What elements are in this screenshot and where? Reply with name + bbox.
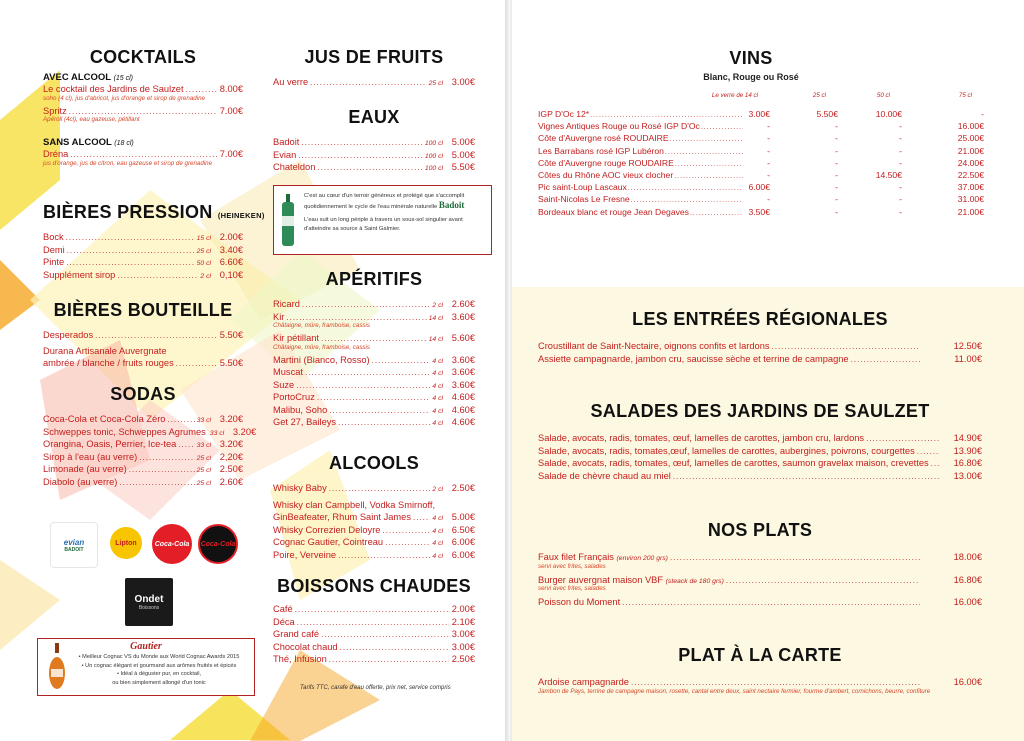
aperitifs-section xyxy=(273,269,475,429)
jus-section xyxy=(273,47,475,89)
bieres-pression-section xyxy=(43,202,265,281)
plats-title: NOS PLATS xyxy=(707,520,813,540)
menu-item: Assiette campagnarde, jambon cru, saucisse sèche et terrine de campagne ..... 11.00€ xyxy=(538,353,982,366)
menu-item: Salade de chèvre chaud au miel ..... 13.00€ xyxy=(538,470,982,483)
menu-item: Poisson du Moment ..... 16.00€ xyxy=(538,596,982,609)
menu-item: Muscat ..... 4 cl 3.60€ xyxy=(273,366,475,379)
menu-item: Burger auvergnat maison VBF (steack de 180 grs) ..... 16.80€ xyxy=(538,574,982,587)
menu-item: Salade, avocats, radis, tomates, œuf, lamelles de carottes, jambon cru, lardons ..... 14.90€ xyxy=(538,432,982,445)
sans-alcool-label: SANS ALCOOL (18 cl) xyxy=(43,137,134,148)
menu-item: Supplément sirop ..... 2 cl 0,10€ xyxy=(43,269,243,282)
menu-item: Faux filet Français (environ 200 grs) ..... 18.00€ xyxy=(538,551,982,564)
menu-item-line: Whisky clan Campbell, Vodka Smirnoff, xyxy=(273,499,436,510)
entrees-section xyxy=(538,309,982,365)
menu-item: Kir ..... 14 cl 3.60€ xyxy=(273,311,475,324)
bieres-bouteille-title: BIÈRES BOUTEILLE xyxy=(53,300,233,320)
menu-item: Thé, Infusion ..... 2.50€ xyxy=(273,653,475,666)
bieres-pression-title: BIÈRES PRESSION (HEINEKEN) xyxy=(43,202,265,222)
item-description: Châtaigne, mûre, framboise, cassis xyxy=(273,322,370,329)
chaudes-title: BOISSONS CHAUDES xyxy=(277,576,471,596)
menu-item: Croustillant de Saint-Nectaire, oignons confits et lardons ..... 12.50€ xyxy=(538,340,982,353)
menu-item: Salade, avocats, radis, tomates, œuf, lamelles de carottes, saumon gravelax maison, crevettes ..... 16.80€ xyxy=(538,457,982,470)
badoit-ad xyxy=(273,185,492,255)
sodas-section xyxy=(43,384,257,488)
item-description: servi avec frites, salades xyxy=(538,562,606,570)
item-description: Jambon de Pays, terrine de campagne maison, rosette, cantal entre deux, saint nectaire fermier, fourme d'ambert, cornichons, beurre, confiture xyxy=(538,687,931,695)
chaudes-section xyxy=(273,576,475,666)
wine-row: Saint-Nicolas Le Fresne ..... - - - 31.00€ xyxy=(538,193,984,205)
menu-item: Kir pétillant ..... 14 cl 5.60€ xyxy=(273,332,475,345)
item-description: Châtaigne, mûre, framboise, cassis xyxy=(273,343,370,351)
carte-title: PLAT À LA CARTE xyxy=(678,645,842,665)
right-page xyxy=(512,0,1024,741)
menu-item: Sirop à l'eau (au verre) ..... 25 cl 2,20€ xyxy=(43,451,243,464)
menu-item: Suze ..... 4 cl 3.60€ xyxy=(273,379,475,392)
item-description: Apéroll (4cl), eau gazeuse, pétillant xyxy=(43,116,140,123)
coca-cola-logo: Coca-Cola xyxy=(152,524,192,564)
alcools-title: ALCOOLS xyxy=(328,453,420,473)
gautier-title: Gautier xyxy=(130,641,162,652)
menu-item: Bock ..... 15 cl 2.00€ xyxy=(43,231,243,244)
plats-section xyxy=(538,520,982,609)
menu-item: Pinte ..... 50 cl 6.60€ xyxy=(43,256,243,269)
vins-subtitle: Blanc, Rouge ou Rosé xyxy=(703,72,799,82)
badoit-bottle-icon xyxy=(280,194,296,246)
vins-list xyxy=(538,108,984,218)
entrees-title: LES ENTRÉES RÉGIONALES xyxy=(632,309,888,329)
cocktails-section xyxy=(43,47,243,167)
menu-item: Poire, Verveine ..... 4 cl 6.00€ xyxy=(273,549,475,562)
wine-row: Côte d'Auvergne rouge ROUDAIRE ..... - - - 24.00€ xyxy=(538,157,984,169)
wine-row: Vignes Antiques Rouge ou Rosé IGP D'Oc ..... - - - 16.00€ xyxy=(538,120,984,132)
menu-item: Whisky Correzien Deloyre ..... 4 cl 6.50€ xyxy=(273,524,475,537)
menu-item: Get 27, Baileys ..... 4 cl 4.60€ xyxy=(273,416,475,429)
menu-item: Café ..... 2.00€ xyxy=(273,603,475,616)
menu-item: Au verre ..... 25 cl 3.00€ xyxy=(273,76,475,89)
carte-section xyxy=(538,645,982,695)
menu-item: Malibu, Soho ..... 4 cl 4.60€ xyxy=(273,404,475,417)
menu-item: Limonade (au verre) ..... 25 cl 2.50€ xyxy=(43,463,243,476)
menu-item-line: Durana Artisanale Auvergnate xyxy=(43,345,167,356)
wine-row: Pic saint-Loup Lascaux ..... 6.00€ - - 37.00€ xyxy=(538,181,984,193)
badoit-text: d'atteindre sa source à Saint Galmier. xyxy=(304,226,401,232)
menu-item: Orangina, Oasis, Perrier, Ice-tea ..... 33 cl 3.20€ xyxy=(43,438,243,451)
gautier-line: ou bien simplement allongé d'un tonic xyxy=(112,679,206,686)
menu-item: Salade, avocats, radis, tomates,œuf, lamelles de carottes, aubergines, poivrons, courgettes ..... 13.90€ xyxy=(538,445,982,458)
jus-title: JUS DE FRUITS xyxy=(304,47,444,67)
menu-item: Le cocktail des Jardins de Saulzet ..... 8.00€ xyxy=(43,83,243,96)
menu-item: PortoCruz ..... 4 cl 4.60€ xyxy=(273,391,475,404)
item-description: jus d'orange, jus de citron, eau gazeuse et sirop de grenadine xyxy=(43,159,213,167)
wine-row: Les Barrabans rosé IGP Lubéron ..... - - - 21.00€ xyxy=(538,145,984,157)
sodas-title: SODAS xyxy=(110,384,176,404)
wine-row: Bordeaux blanc et rouge Jean Degaves ..... 3.50€ - - 21.00€ xyxy=(538,206,984,218)
ondet-logo: Ondet Boissons xyxy=(125,578,173,626)
cocktails-title: COCKTAILS xyxy=(89,47,197,67)
gautier-line: • Un cognac élégant et gourmand aux arômes fruités et épicés xyxy=(81,662,237,669)
menu-item: Spritz ..... 7.00€ xyxy=(43,105,243,118)
menu-item: Cognac Gautier, Cointreau ..... 4 cl 6.00€ xyxy=(273,536,475,549)
menu-item: Grand café ..... 3.00€ xyxy=(273,628,475,641)
menu-item: GinBeafeater, Rhum Saint James ..... 4 cl 5.00€ xyxy=(273,511,475,524)
badoit-text: C'est au cœur d'un terroir généreux et protégé que s'accomplit xyxy=(304,193,465,199)
footnote: Tarifs TTC, carafe d'eau offerte, prix net, service compris xyxy=(300,685,451,691)
bieres-bouteille-section xyxy=(43,300,243,370)
eaux-title: EAUX xyxy=(348,107,400,127)
menu-item: Badoit ..... 100 cl 5.00€ xyxy=(273,136,475,149)
wine-row: IGP D'Oc 12* ..... 3.00€ 5.50€ 10.00€ - xyxy=(538,108,984,120)
wine-row: Côtes du Rhône AOC vieux clocher ..... - - 14.50€ 22.50€ xyxy=(538,169,984,181)
menu-item: ambrée / blanche / fruits rouges ..... 5.50€ xyxy=(43,357,243,370)
vins-header: Le verre de 14 cl 25 cl 50 cl 75 cl xyxy=(711,92,972,99)
menu-item: Coca-Cola et Coca-Cola Zéro ..... 33 cl 3.20€ xyxy=(43,413,243,426)
gautier-line: • Meilleur Cognac VS du Monde aux World Cognac Awards 2015 xyxy=(78,654,240,660)
evian-badoit-logo: evian BADOIT xyxy=(50,522,98,568)
lipton-logo: Lipton xyxy=(110,527,142,559)
salades-section xyxy=(538,401,982,482)
vins-title: VINS xyxy=(729,48,773,68)
aperitifs-title: APÉRITIFS xyxy=(325,269,423,289)
menu-item: Chateldon ..... 100 cl 5.50€ xyxy=(273,161,475,174)
menu-item: Schweppes tonic, Schweppes Agrumes 33 cl 3.20€ xyxy=(43,426,257,437)
gautier-ad xyxy=(37,638,255,696)
avec-alcool-label: AVEC ALCOOL (15 cl) xyxy=(43,72,134,83)
menu-item: Martini (Bianco, Rosso) ..... 4 cl 3.60€ xyxy=(273,354,475,367)
vins-section xyxy=(538,48,984,218)
menu-item: Dréna ..... 7.00€ xyxy=(43,148,243,161)
salades-title: SALADES DES JARDINS DE SAULZET xyxy=(590,401,930,421)
item-description: soho (4 cl), jus d'abricot, jus d'orange et sirop de grenadine xyxy=(43,94,205,102)
menu-item: Chocolat chaud ..... 3.00€ xyxy=(273,641,475,654)
eaux-section xyxy=(273,107,475,174)
badoit-text: quotidiennement le cycle de l'eau minérale naturelle Badoit xyxy=(304,200,465,210)
left-page xyxy=(0,0,508,741)
menu-item: Whisky Baby ..... 2 cl 2.50€ xyxy=(273,482,475,495)
menu-item: Ardoise campagnarde ..... 16.00€ xyxy=(538,676,982,689)
menu-item: Desperados ..... 5.50€ xyxy=(43,329,243,342)
menu-item: Evian ..... 100 cl 5.00€ xyxy=(273,149,475,162)
menu-item: Diabolo (au verre) ..... 25 cl 2.60€ xyxy=(43,476,243,489)
item-description: servi avec frites, salades xyxy=(538,585,606,592)
menu-item: Demi ..... 25 cl 3.40€ xyxy=(43,244,243,257)
alcools-section xyxy=(273,453,475,561)
menu-item: Ricard ..... 2 cl 2.60€ xyxy=(273,298,475,311)
gautier-line: • Idéal à déguster pur, en cocktail, xyxy=(116,671,202,677)
coca-cola-zero-logo: Coca-Cola xyxy=(198,524,238,564)
wine-row: Côte d'Auvergne rosé ROUDAIRE ..... - - - 25.00€ xyxy=(538,132,984,144)
badoit-text: L'eau suit un long périple à travers un sous-sol singulier avant xyxy=(304,217,463,223)
menu-item: Déca ..... 2.10€ xyxy=(273,616,475,629)
